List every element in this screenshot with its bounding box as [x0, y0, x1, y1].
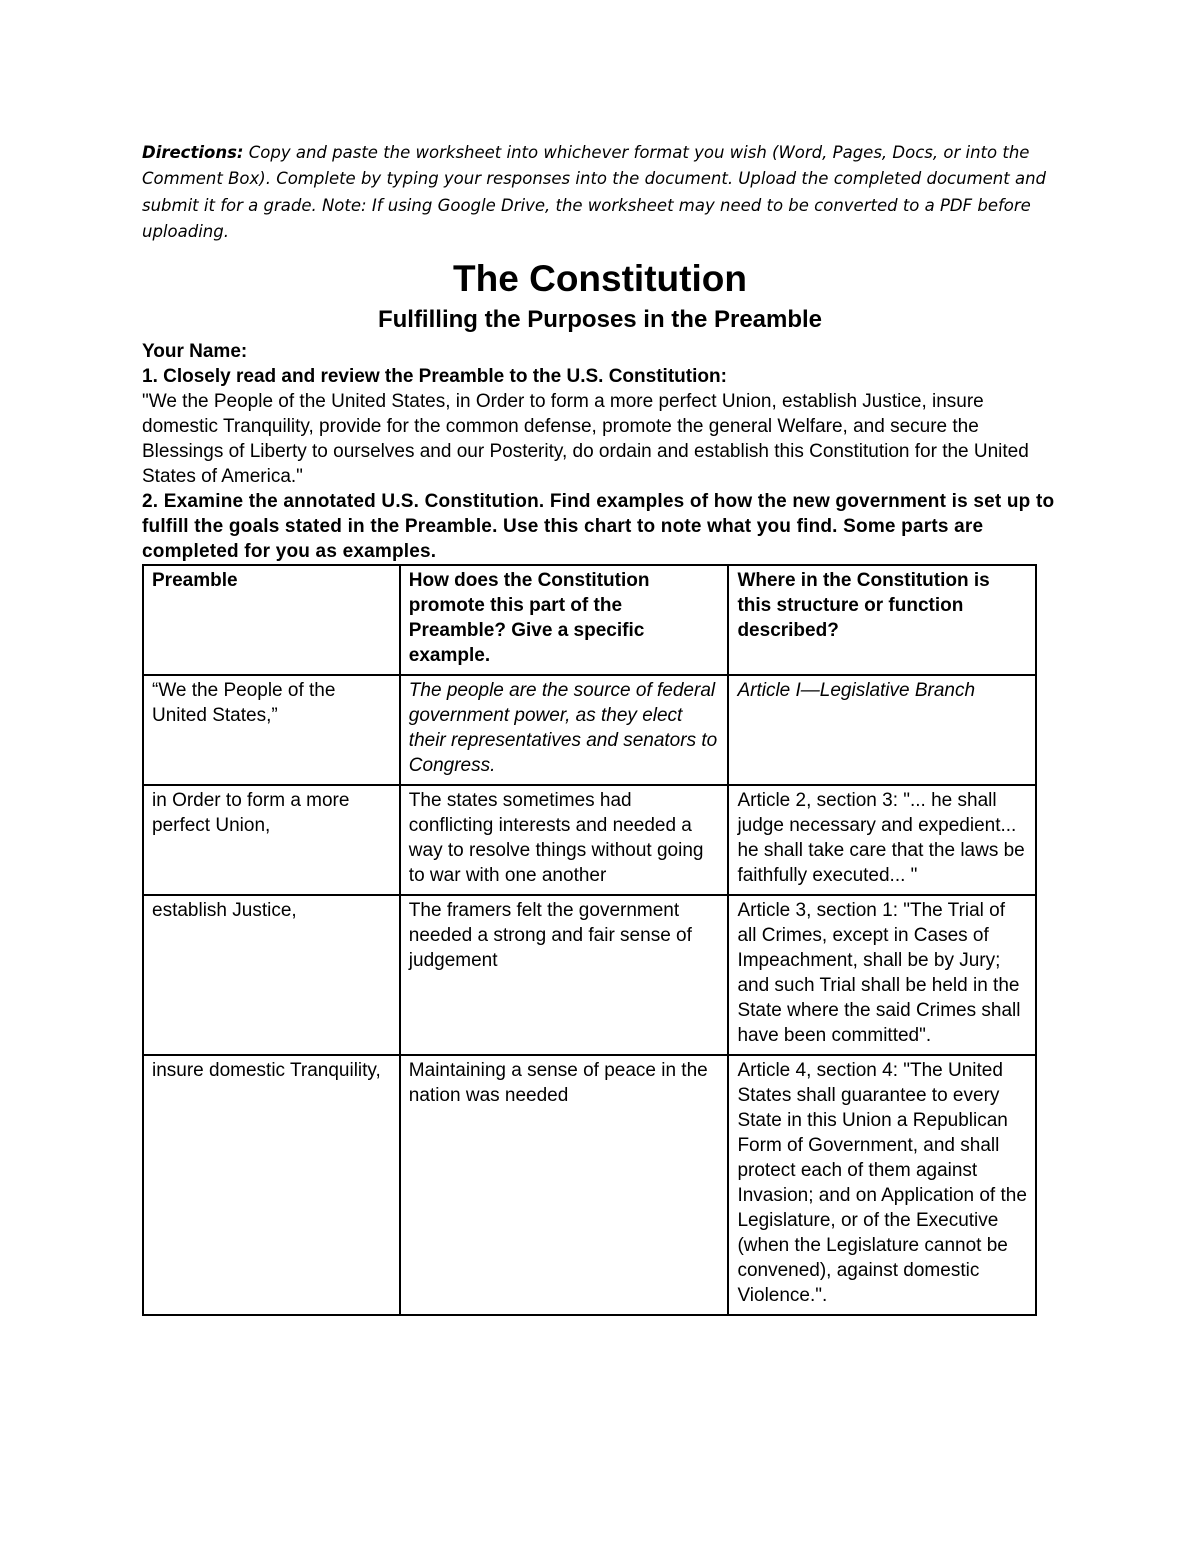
directions-label: Directions:: [142, 143, 244, 162]
table-row: [143, 785, 1036, 895]
header-preamble: Preamble: [143, 565, 400, 675]
header-how: How does the Constitution promote this part of the Preamble? Give a specific example.: [400, 565, 729, 675]
page-title: The Constitution: [453, 258, 747, 300]
step-2-instruction: 2. Examine the annotated U.S. Constitution. Find examples of how the new government is set up to fulfill the goals stated in the Preamble. Use this chart to note what you find. Some parts are completed for you as examples.: [142, 491, 1055, 563]
cell-how: The people are the source of federal government power, as they elect their representatives and senators to Congress.: [400, 675, 729, 785]
table-header-row: [143, 565, 1036, 675]
cell-where: Article 3, section 1: "The Trial of all Crimes, except in Cases of Impeachment, shall be by Jury; and such Trial shall be held in the State where the said Crimes shall have been committed".: [728, 895, 1036, 1055]
preamble-chart: [142, 564, 1037, 1316]
step-1-instruction: 1. Closely read and review the Preamble to the U.S. Constitution:: [142, 366, 727, 388]
cell-how: The framers felt the government needed a strong and fair sense of judgement: [400, 895, 729, 1055]
cell-preamble: in Order to form a more perfect Union,: [143, 785, 400, 895]
cell-preamble: “We the People of the United States,”: [143, 675, 400, 785]
header-where: Where in the Constitution is this structure or function described?: [728, 565, 1036, 675]
preamble-quote: "We the People of the United States, in Order to form a more perfect Union, establish Justice, insure domestic Tranquility, provide for the common defense, promote the general Welfare, and secure the Blessings of Liberty to ourselves and our Posterity, do ordain and establish this Constitution for the United States of America.": [142, 391, 1029, 488]
cell-how: The states sometimes had conflicting interests and needed a way to resolve things without going to war with one another: [400, 785, 729, 895]
table-row: [143, 1055, 1036, 1315]
directions: [142, 140, 1057, 245]
directions-text: Copy and paste the worksheet into whichever format you wish (Word, Pages, Docs, or into the Comment Box). Complete by typing your responses into the document. Upload the completed document and submit it for a grade. Note: If using Google Drive, the worksheet may need to be converted to a PDF before uploading.: [142, 143, 1047, 241]
table-row: [143, 895, 1036, 1055]
cell-preamble: insure domestic Tranquility,: [143, 1055, 400, 1315]
cell-how: Maintaining a sense of peace in the nation was needed: [400, 1055, 729, 1315]
worksheet-page: [142, 140, 1058, 1316]
cell-where: Article I—Legislative Branch: [728, 675, 1036, 785]
page-subtitle: Fulfilling the Purposes in the Preamble: [377, 306, 823, 334]
name-label: Your Name:: [142, 341, 248, 363]
cell-where: Article 2, section 3: "... he shall judge necessary and expedient... he shall take care that the laws be faithfully executed... ": [728, 785, 1036, 895]
table-row: [143, 675, 1036, 785]
cell-where: Article 4, section 4: "The United States shall guarantee to every State in this Union a Republican Form of Government, and shall protect each of them against Invasion; and on Application of the Legislature, or of the Executive (when the Legislature cannot be convened), against domestic Violence.".: [728, 1055, 1036, 1315]
cell-preamble: establish Justice,: [143, 895, 400, 1055]
